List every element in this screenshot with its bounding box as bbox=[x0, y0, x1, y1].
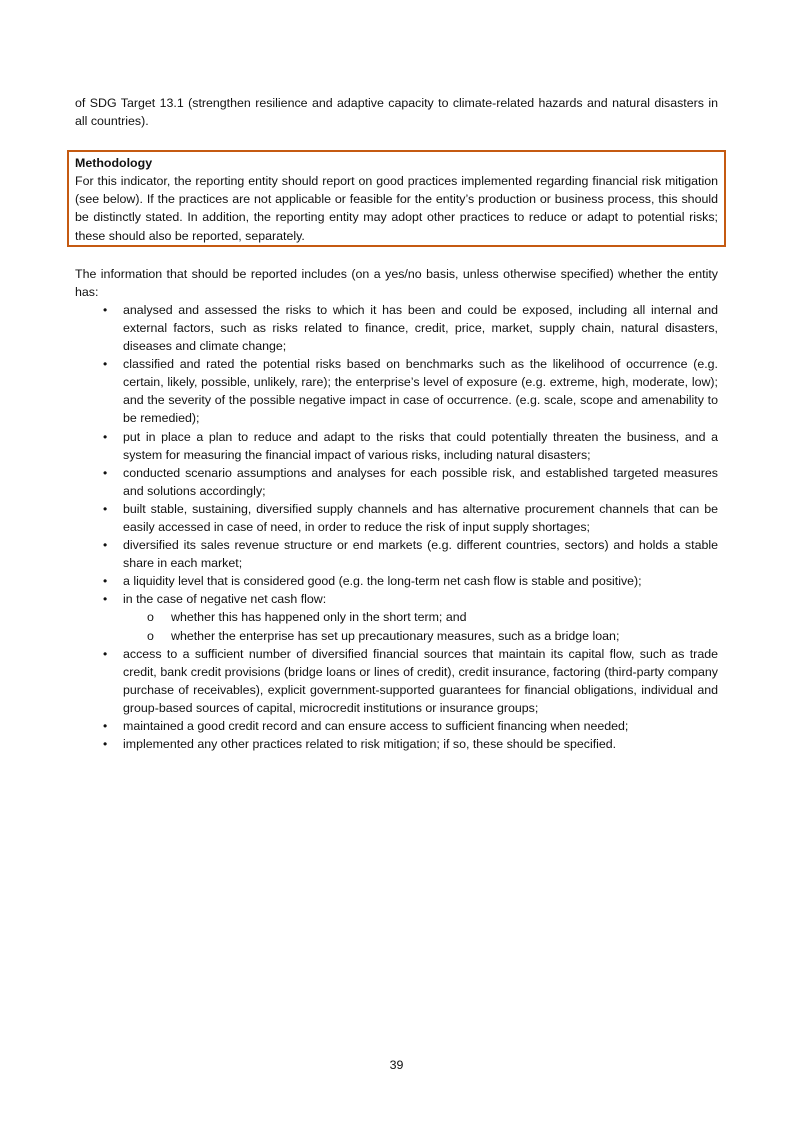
methodology-text: For this indicator, the reporting entity should report on good practices implemented regarding financial risk mitigation (see below). If the practices are not applicable or feasible for the entity’s production or business process, this should be distinctly stated. In addition, the reporting entity may adopt other practices to reduce or adapt to potential risks; these should also be reported, separately. bbox=[75, 174, 718, 243]
list-item bbox=[75, 590, 718, 644]
list-item-text: maintained a good credit record and can ensure access to sufficient financing when needed; bbox=[123, 719, 629, 733]
bullet-icon: • bbox=[103, 429, 108, 444]
requirements-list bbox=[75, 301, 718, 753]
list-item bbox=[75, 428, 718, 464]
sub-list-item-text: whether this has happened only in the short term; and bbox=[171, 610, 467, 625]
list-item bbox=[75, 355, 718, 427]
list-item bbox=[75, 301, 718, 355]
bullet-icon: • bbox=[103, 501, 108, 516]
document-page bbox=[75, 94, 718, 753]
list-item-text: conducted scenario assumptions and analyses for each possible risk, and established targeted measures and solutions accordingly; bbox=[123, 465, 718, 498]
list-item bbox=[75, 735, 718, 753]
list-item-text: implemented any other practices related to risk mitigation; if so, these should be specified. bbox=[123, 737, 617, 752]
sub-list-item bbox=[123, 627, 718, 645]
bullet-icon: • bbox=[103, 357, 108, 372]
list-item-text: built stable, sustaining, diversified supply channels and has alternative procurement channels that can be easily accessed in case of need, in order to reduce the risk of input supply shortages; bbox=[123, 501, 718, 534]
bullet-icon: • bbox=[103, 574, 108, 589]
list-item-text: diversified its sales revenue structure or end markets (e.g. different countries, sectors) and holds a stable share in each market; bbox=[123, 538, 718, 571]
methodology-title: Methodology bbox=[75, 156, 153, 171]
list-item bbox=[75, 572, 718, 590]
list-item bbox=[75, 464, 718, 500]
list-item bbox=[75, 500, 718, 536]
list-item-text: classified and rated the potential risks based on benchmarks such as the likelihood of occurrence (e.g. certain, likely, possible, unlikely, rare); the enterprise’s level of exposure (e.g. extreme, high, moderate, low); and the severity of the possible negative impact in case of occurrence. (e.g. scale, scope and amenability to be remedied); bbox=[123, 357, 718, 426]
list-item-text: access to a sufficient number of diversified financial sources that maintain its capital flow, such as trade credit, bank credit provisions (bridge loans or lines of credit), credit insurance, factoring (third-party company purchase of receivables), explicit government-supported guarantees for financial obligations, individual and group-based sources of capital, microcredit institutions or insurance groups; bbox=[123, 646, 718, 715]
bullet-icon: • bbox=[103, 719, 108, 733]
list-item-text: put in place a plan to reduce and adapt to the risks that could potentially threaten the business, and a system for measuring the financial impact of various risks, including natural disasters; bbox=[123, 429, 718, 462]
list-item bbox=[75, 536, 718, 572]
list-item-text: analysed and assessed the risks to which it has been and could be exposed, including all internal and external factors, such as risks related to finance, credit, price, market, supply chain, natural disasters, diseases and climate change; bbox=[123, 302, 718, 354]
page-number: 39 bbox=[389, 1058, 404, 1072]
list-item-text: a liquidity level that is considered good (e.g. the long-term net cash flow is stable and positive); bbox=[123, 574, 642, 589]
bullet-icon: • bbox=[103, 646, 108, 661]
intro-paragraph: of SDG Target 13.1 (strengthen resilience and adaptive capacity to climate-related hazards and natural disasters in all countries). bbox=[75, 96, 718, 129]
info-intro-paragraph: The information that should be reported includes (on a yes/no basis, unless otherwise specified) whether the entity has: bbox=[75, 266, 718, 299]
circle-bullet-icon: o bbox=[147, 628, 154, 643]
list-item bbox=[75, 645, 718, 717]
methodology-box bbox=[67, 150, 726, 246]
bullet-icon: • bbox=[103, 592, 108, 607]
sub-list-item-text: whether the enterprise has set up precautionary measures, such as a bridge loan; bbox=[171, 628, 620, 643]
bullet-icon: • bbox=[103, 465, 108, 480]
bullet-icon: • bbox=[103, 737, 108, 752]
sub-list bbox=[123, 608, 718, 644]
circle-bullet-icon: o bbox=[147, 610, 154, 625]
list-item bbox=[75, 717, 718, 735]
bullet-icon: • bbox=[103, 538, 108, 553]
sub-list-item bbox=[123, 608, 718, 626]
list-item-text: in the case of negative net cash flow: bbox=[123, 592, 327, 607]
bullet-icon: • bbox=[103, 302, 108, 317]
